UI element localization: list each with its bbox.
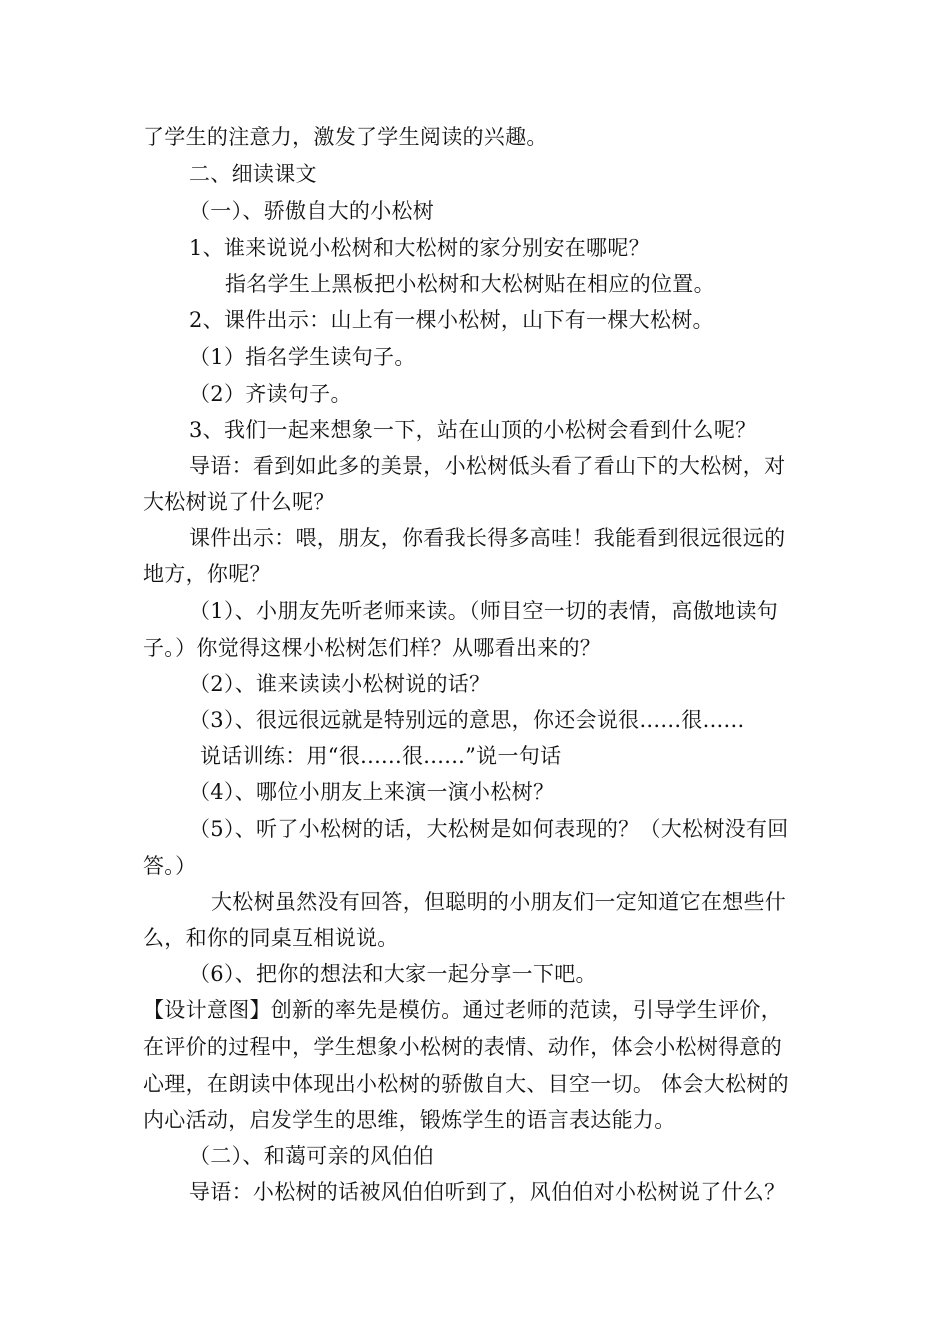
subsection-heading: （一）、骄傲自大的小松树 (189, 199, 435, 223)
text-line: 大松树虽然没有回答，但聪明的小朋友们一定知道它在想些什 (211, 890, 787, 914)
subsection-heading: （二）、和蔼可亲的风伯伯 (189, 1144, 435, 1168)
text-line: 大松树说了什么呢？ (143, 490, 335, 514)
text-line: （1）、小朋友先听老师来读。（师目空一切的表情，高傲地读句 (189, 599, 779, 623)
text-line: （1）指名学生读句子。 (189, 345, 416, 369)
text-line: （2）齐读句子。 (189, 382, 352, 406)
text-line: （2）、谁来读读小松树说的话？ (189, 672, 491, 696)
text-line: 3、我们一起来想象一下，站在山顶的小松树会看到什么呢？ (189, 418, 757, 442)
text-line: 子。）你觉得这棵小松树怎们样？从哪看出来的？ (143, 636, 602, 660)
design-intent-line: 心理，在朗读中体现出小松树的骄傲自大、目空一切。 体会大松树的 (143, 1072, 789, 1096)
text-line: （6）、把你的想法和大家一起分享一下吧。 (189, 962, 597, 986)
text-line: 地方，你呢？ (143, 562, 271, 586)
text-line: （3）、很远很远就是特别远的意思，你还会说很......很...... (189, 708, 745, 732)
section-heading: 二、细读课文 (189, 162, 317, 186)
text-line: 1、谁来说说小松树和大松树的家分别安在哪呢？ (189, 236, 650, 260)
design-intent-line: 【设计意图】创新的率先是模仿。通过老师的范读，引导学生评价， (143, 998, 782, 1022)
text-line: 2、课件出示：山上有一棵小松树，山下有一棵大松树。 (189, 308, 714, 332)
text-line: （5）、听了小松树的话，大松树是如何表现的？（大松树没有回 (189, 817, 789, 841)
design-intent-line: 在评价的过程中，学生想象小松树的表情、动作，体会小松树得意的 (143, 1035, 782, 1059)
text-line: 么，和你的同桌互相说说。 (143, 926, 399, 950)
text-line: 说话训练：用“很......很......”说一句话 (200, 744, 562, 768)
text-line: 导语：看到如此多的美景，小松树低头看了看山下的大松树，对 (189, 454, 786, 478)
text-line: 导语：小松树的话被风伯伯听到了，风伯伯对小松树说了什么？ (189, 1180, 786, 1204)
text-line: 课件出示：喂，朋友，你看我长得多高哇！我能看到很远很远的 (189, 526, 786, 550)
text-line: 答。） (143, 854, 197, 878)
design-intent-line: 内心活动，启发学生的思维，锻炼学生的语言表达能力。 (143, 1108, 676, 1132)
text-line: 指名学生上黑板把小松树和大松树贴在相应的位置。 (225, 272, 715, 296)
text-line: （4）、哪位小朋友上来演一演小松树？ (189, 780, 555, 804)
text-line: 了学生的注意力，激发了学生阅读的兴趣。 (143, 125, 548, 149)
